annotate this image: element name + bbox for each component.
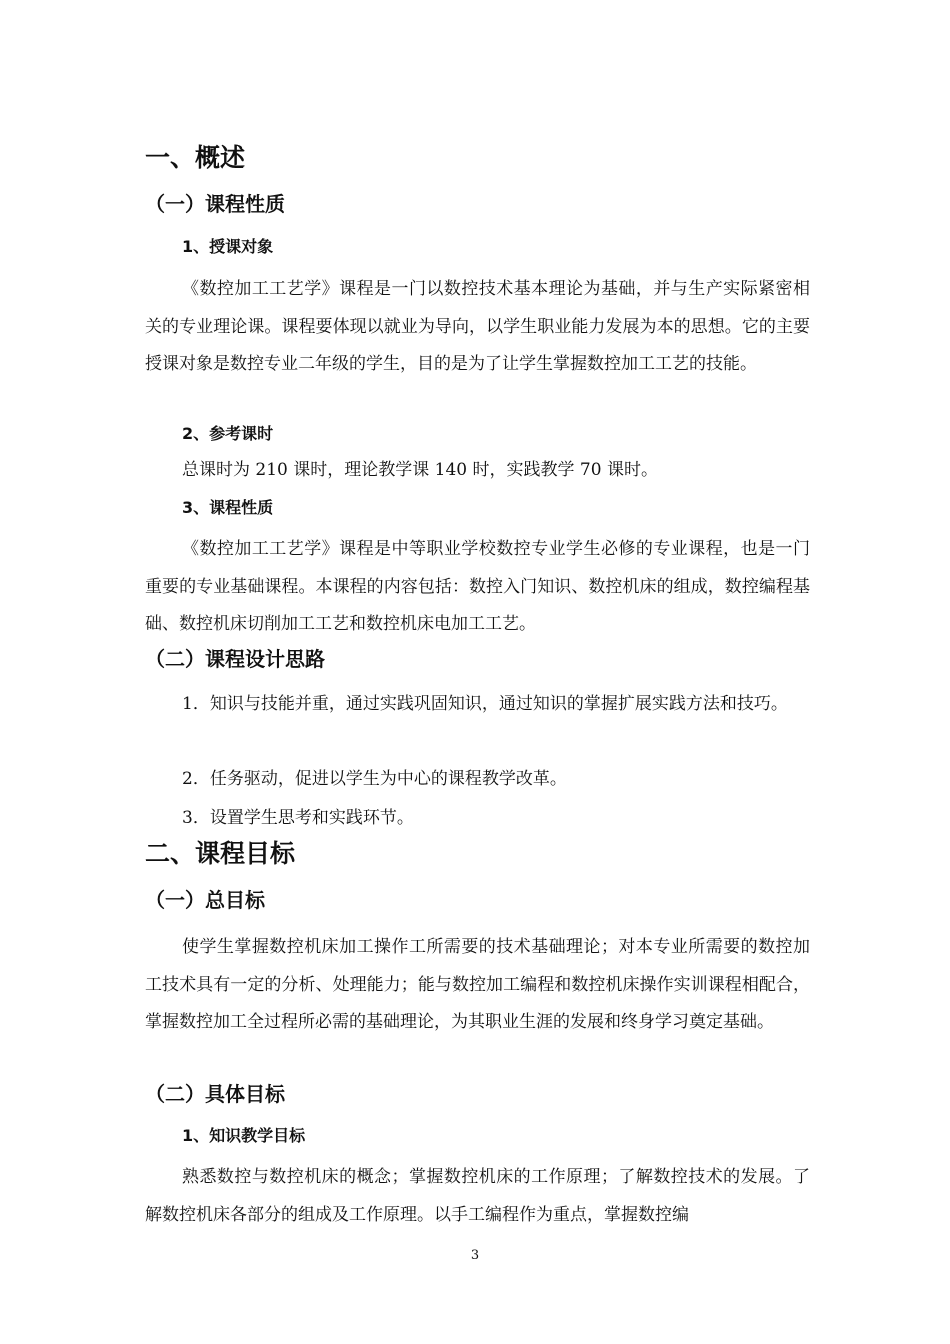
section-1-1-1-paragraph: 《数控加工工艺学》课程是一门以数控技术基本理论为基础，并与生产实际紧密相关的专业理论课。课程要体现以就业为导向，以学生职业能力发展为本的思想。它的主要授课对象是数控专业二年级的学生，目的是为了让学生掌握数控加工工艺的技能。 [145, 279, 810, 374]
section-2-2-title: （二）具体目标 [145, 1082, 285, 1106]
section-2-2-1-title: 1、知识教学目标 [182, 1126, 306, 1145]
section-1-title: 一、概述 [145, 143, 246, 172]
design-idea-item-2: 2．任务驱动，促进以学生为中心的课程教学改革。 [182, 769, 567, 789]
design-idea-item-3: 3．设置学生思考和实践环节。 [182, 808, 414, 828]
section-2-1-title: （一）总目标 [145, 888, 265, 912]
page-number: 3 [470, 1248, 480, 1263]
design-idea-item-1: 1．知识与技能并重，通过实践巩固知识，通过知识的掌握扩展实践方法和技巧。 [182, 694, 788, 714]
section-1-1-title: （一）课程性质 [145, 192, 285, 216]
section-2-title: 二、课程目标 [145, 839, 296, 868]
section-1-1-2-title: 2、参考课时 [182, 424, 274, 443]
section-1-1-1-title: 1、授课对象 [182, 237, 274, 256]
section-1-1-2-paragraph: 总课时为 210 课时，理论教学课 140 时，实践教学 70 课时。 [182, 460, 658, 480]
section-2-2-1-paragraph: 熟悉数控与数控机床的概念；掌握数控机床的工作原理；了解数控技术的发展。了解数控机床各部分的组成及工作原理。以手工编程作为重点，掌握数控编 [145, 1167, 810, 1225]
section-1-2-title: （二）课程设计思路 [145, 647, 325, 671]
section-1-1-3-title: 3、课程性质 [182, 498, 274, 517]
section-1-1-3-paragraph: 《数控加工工艺学》课程是中等职业学校数控专业学生必修的专业课程，也是一门重要的专业基础课程。本课程的内容包括：数控入门知识、数控机床的组成，数控编程基础、数控机床切削加工工艺和数控机床电加工工艺。 [145, 539, 810, 634]
section-2-1-paragraph: 使学生掌握数控机床加工操作工所需要的技术基础理论；对本专业所需要的数控加工技术具有一定的分析、处理能力；能与数控加工编程和数控机床操作实训课程相配合，掌握数控加工全过程所必需的基础理论，为其职业生涯的发展和终身学习奠定基础。 [145, 937, 810, 1032]
